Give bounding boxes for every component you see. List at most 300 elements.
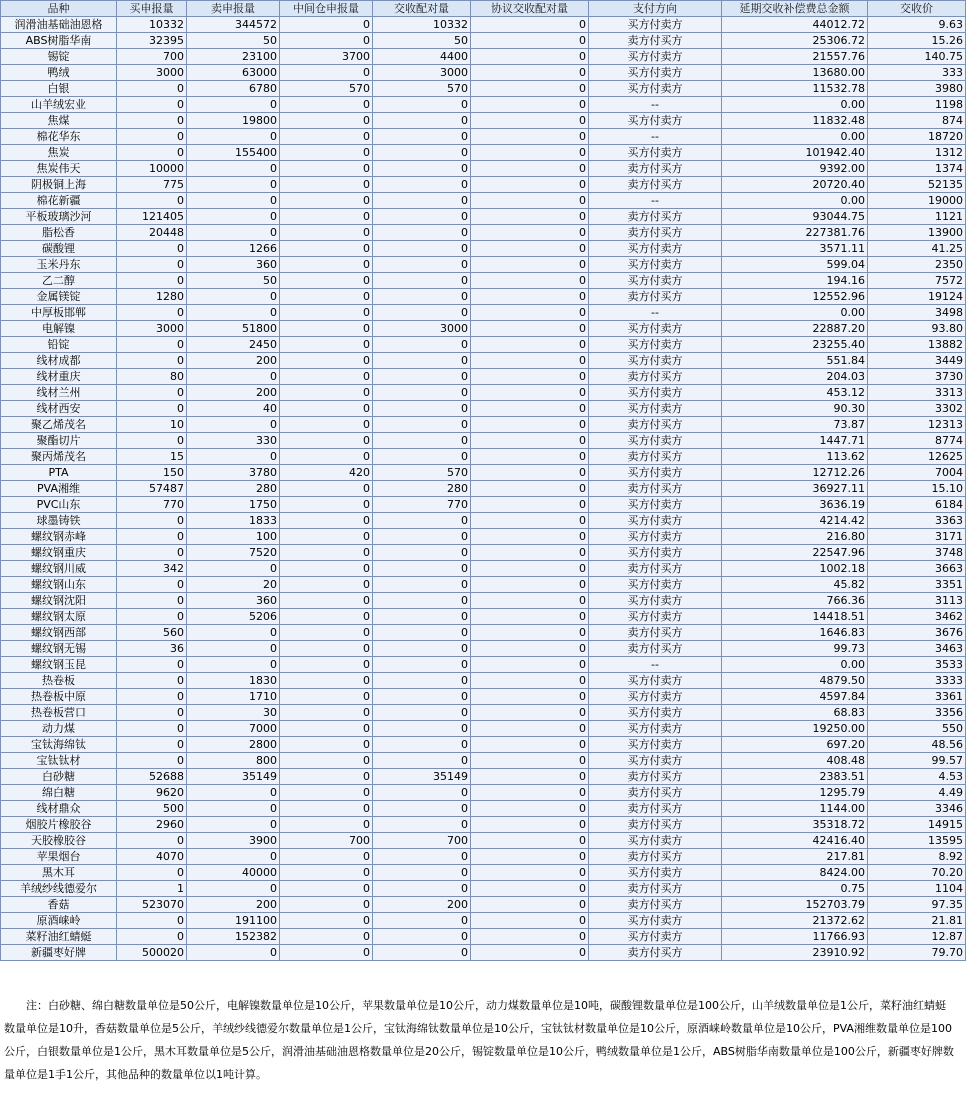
agreement-matched-cell: 0 (471, 737, 589, 753)
agreement-matched-cell: 0 (471, 657, 589, 673)
agreement-matched-cell: 0 (471, 289, 589, 305)
sell-declared-cell: 50 (187, 273, 280, 289)
intermediate-declared-cell: 0 (280, 529, 373, 545)
compensation-total-cell: 4597.84 (722, 689, 868, 705)
delivery-matched-cell: 0 (373, 945, 471, 961)
intermediate-declared-cell: 0 (280, 865, 373, 881)
compensation-total-cell: 93044.75 (722, 209, 868, 225)
table-row (1, 705, 966, 721)
intermediate-declared-cell: 0 (280, 545, 373, 561)
product-cell: 螺纹钢西部 (1, 625, 117, 641)
buy-declared-cell: 80 (117, 369, 187, 385)
delivery-price-cell: 6184 (868, 497, 966, 513)
buy-declared-cell: 0 (117, 385, 187, 401)
agreement-matched-cell: 0 (471, 577, 589, 593)
compensation-total-cell: 3636.19 (722, 497, 868, 513)
product-cell: 绵白糖 (1, 785, 117, 801)
agreement-matched-cell: 0 (471, 401, 589, 417)
buy-declared-cell: 1280 (117, 289, 187, 305)
compensation-total-cell: 9392.00 (722, 161, 868, 177)
table-row (1, 625, 966, 641)
agreement-matched-cell: 0 (471, 417, 589, 433)
col-header-agreement-matched: 协议交收配对量 (471, 1, 589, 17)
buy-declared-cell: 2960 (117, 817, 187, 833)
delivery-matched-cell: 0 (373, 113, 471, 129)
compensation-total-cell: 0.00 (722, 193, 868, 209)
buy-declared-cell: 0 (117, 433, 187, 449)
table-row (1, 929, 966, 945)
payment-direction-cell: 卖方付买方 (589, 481, 722, 497)
buy-declared-cell: 0 (117, 337, 187, 353)
delivery-matched-cell: 0 (373, 561, 471, 577)
product-cell: 香菇 (1, 897, 117, 913)
table-row (1, 65, 966, 81)
agreement-matched-cell: 0 (471, 337, 589, 353)
product-cell: 鸭绒 (1, 65, 117, 81)
compensation-total-cell: 35318.72 (722, 817, 868, 833)
sell-declared-cell: 155400 (187, 145, 280, 161)
agreement-matched-cell: 0 (471, 17, 589, 33)
table-row (1, 209, 966, 225)
intermediate-declared-cell: 0 (280, 417, 373, 433)
delivery-matched-cell: 0 (373, 609, 471, 625)
table-row (1, 193, 966, 209)
table-row (1, 417, 966, 433)
payment-direction-cell: 买方付卖方 (589, 49, 722, 65)
product-cell: 热卷板中原 (1, 689, 117, 705)
payment-direction-cell: 卖方付买方 (589, 289, 722, 305)
agreement-matched-cell: 0 (471, 689, 589, 705)
payment-direction-cell: 买方付卖方 (589, 321, 722, 337)
table-row (1, 289, 966, 305)
buy-declared-cell: 0 (117, 673, 187, 689)
agreement-matched-cell: 0 (471, 785, 589, 801)
product-cell: 原酒崃岭 (1, 913, 117, 929)
compensation-total-cell: 21557.76 (722, 49, 868, 65)
compensation-total-cell: 697.20 (722, 737, 868, 753)
product-cell: 热卷板营口 (1, 705, 117, 721)
delivery-price-cell: 48.56 (868, 737, 966, 753)
sell-declared-cell: 0 (187, 657, 280, 673)
compensation-total-cell: 22547.96 (722, 545, 868, 561)
buy-declared-cell: 57487 (117, 481, 187, 497)
payment-direction-cell: -- (589, 129, 722, 145)
col-header-delivery-price: 交收价 (868, 1, 966, 17)
payment-direction-cell: 买方付卖方 (589, 865, 722, 881)
delivery-price-cell: 140.75 (868, 49, 966, 65)
delivery-price-cell: 3302 (868, 401, 966, 417)
sell-declared-cell: 1833 (187, 513, 280, 529)
product-cell: 白砂糖 (1, 769, 117, 785)
table-row (1, 49, 966, 65)
compensation-total-cell: 101942.40 (722, 145, 868, 161)
delivery-price-cell: 3113 (868, 593, 966, 609)
agreement-matched-cell: 0 (471, 625, 589, 641)
sell-declared-cell: 200 (187, 385, 280, 401)
intermediate-declared-cell: 0 (280, 641, 373, 657)
compensation-total-cell: 20720.40 (722, 177, 868, 193)
buy-declared-cell: 36 (117, 641, 187, 657)
intermediate-declared-cell: 0 (280, 801, 373, 817)
table-row (1, 561, 966, 577)
delivery-price-cell: 3363 (868, 513, 966, 529)
compensation-total-cell: 11832.48 (722, 113, 868, 129)
compensation-total-cell: 23255.40 (722, 337, 868, 353)
payment-direction-cell: 买方付卖方 (589, 913, 722, 929)
buy-declared-cell: 0 (117, 401, 187, 417)
delivery-matched-cell: 50 (373, 33, 471, 49)
table-row (1, 849, 966, 865)
payment-direction-cell: 卖方付买方 (589, 897, 722, 913)
payment-direction-cell: 买方付卖方 (589, 593, 722, 609)
compensation-total-cell: 4214.42 (722, 513, 868, 529)
delivery-matched-cell: 0 (373, 785, 471, 801)
table-row (1, 17, 966, 33)
buy-declared-cell: 10 (117, 417, 187, 433)
intermediate-declared-cell: 0 (280, 497, 373, 513)
intermediate-declared-cell: 0 (280, 817, 373, 833)
product-cell: 菜籽油红蜻蜓 (1, 929, 117, 945)
delivery-matched-cell: 0 (373, 257, 471, 273)
table-row (1, 161, 966, 177)
intermediate-declared-cell: 0 (280, 289, 373, 305)
compensation-total-cell: 453.12 (722, 385, 868, 401)
intermediate-declared-cell: 0 (280, 241, 373, 257)
payment-direction-cell: 买方付卖方 (589, 721, 722, 737)
buy-declared-cell: 0 (117, 193, 187, 209)
sell-declared-cell: 0 (187, 177, 280, 193)
compensation-total-cell: 90.30 (722, 401, 868, 417)
intermediate-declared-cell: 0 (280, 401, 373, 417)
delivery-matched-cell: 0 (373, 97, 471, 113)
buy-declared-cell: 0 (117, 305, 187, 321)
buy-declared-cell: 0 (117, 545, 187, 561)
product-cell: 碳酸锂 (1, 241, 117, 257)
compensation-total-cell: 113.62 (722, 449, 868, 465)
table-row (1, 401, 966, 417)
sell-declared-cell: 800 (187, 753, 280, 769)
agreement-matched-cell: 0 (471, 33, 589, 49)
delivery-matched-cell: 0 (373, 305, 471, 321)
sell-declared-cell: 1266 (187, 241, 280, 257)
buy-declared-cell: 560 (117, 625, 187, 641)
delivery-matched-cell: 770 (373, 497, 471, 513)
delivery-price-cell: 4.49 (868, 785, 966, 801)
payment-direction-cell: 买方付卖方 (589, 257, 722, 273)
payment-direction-cell: 买方付卖方 (589, 497, 722, 513)
payment-direction-cell: 买方付卖方 (589, 113, 722, 129)
agreement-matched-cell: 0 (471, 481, 589, 497)
payment-direction-cell: 买方付卖方 (589, 529, 722, 545)
product-cell: 热卷板 (1, 673, 117, 689)
sell-declared-cell: 330 (187, 433, 280, 449)
product-cell: 螺纹钢川威 (1, 561, 117, 577)
product-cell: 铅锭 (1, 337, 117, 353)
product-cell: 白银 (1, 81, 117, 97)
table-row (1, 385, 966, 401)
compensation-total-cell: 599.04 (722, 257, 868, 273)
delivery-matched-cell: 0 (373, 385, 471, 401)
compensation-total-cell: 1447.71 (722, 433, 868, 449)
buy-declared-cell: 0 (117, 865, 187, 881)
sell-declared-cell: 3780 (187, 465, 280, 481)
table-row (1, 881, 966, 897)
product-cell: 宝钛海绵钛 (1, 737, 117, 753)
table-row (1, 577, 966, 593)
product-cell: 电解镍 (1, 321, 117, 337)
table-row (1, 801, 966, 817)
col-header-product: 品种 (1, 1, 117, 17)
delivery-price-cell: 13595 (868, 833, 966, 849)
delivery-price-cell: 41.25 (868, 241, 966, 257)
agreement-matched-cell: 0 (471, 321, 589, 337)
payment-direction-cell: 卖方付买方 (589, 225, 722, 241)
table-row (1, 689, 966, 705)
sell-declared-cell: 20 (187, 577, 280, 593)
intermediate-declared-cell: 0 (280, 705, 373, 721)
delivery-price-cell: 14915 (868, 817, 966, 833)
buy-declared-cell: 0 (117, 353, 187, 369)
buy-declared-cell: 3000 (117, 65, 187, 81)
buy-declared-cell: 1 (117, 881, 187, 897)
delivery-matched-cell: 35149 (373, 769, 471, 785)
buy-declared-cell: 0 (117, 609, 187, 625)
buy-declared-cell: 0 (117, 721, 187, 737)
agreement-matched-cell: 0 (471, 81, 589, 97)
sell-declared-cell: 30 (187, 705, 280, 721)
buy-declared-cell: 0 (117, 97, 187, 113)
buy-declared-cell: 500 (117, 801, 187, 817)
intermediate-declared-cell: 570 (280, 81, 373, 97)
table-row (1, 257, 966, 273)
payment-direction-cell: 买方付卖方 (589, 673, 722, 689)
intermediate-declared-cell: 0 (280, 561, 373, 577)
agreement-matched-cell: 0 (471, 433, 589, 449)
payment-direction-cell: 买方付卖方 (589, 753, 722, 769)
payment-direction-cell: 买方付卖方 (589, 353, 722, 369)
agreement-matched-cell: 0 (471, 833, 589, 849)
agreement-matched-cell: 0 (471, 145, 589, 161)
sell-declared-cell: 152382 (187, 929, 280, 945)
table-body (1, 17, 966, 961)
product-cell: PTA (1, 465, 117, 481)
delivery-price-cell: 13900 (868, 225, 966, 241)
sell-declared-cell: 7000 (187, 721, 280, 737)
delivery-matched-cell: 0 (373, 881, 471, 897)
product-cell: 中厚板邯郸 (1, 305, 117, 321)
sell-declared-cell: 6780 (187, 81, 280, 97)
payment-direction-cell: 买方付卖方 (589, 929, 722, 945)
delivery-price-cell: 9.63 (868, 17, 966, 33)
payment-direction-cell: 卖方付买方 (589, 769, 722, 785)
agreement-matched-cell: 0 (471, 449, 589, 465)
agreement-matched-cell: 0 (471, 801, 589, 817)
buy-declared-cell: 770 (117, 497, 187, 513)
sell-declared-cell: 0 (187, 417, 280, 433)
payment-direction-cell: 买方付卖方 (589, 609, 722, 625)
intermediate-declared-cell: 0 (280, 769, 373, 785)
delivery-matched-cell: 0 (373, 849, 471, 865)
intermediate-declared-cell: 0 (280, 337, 373, 353)
compensation-total-cell: 0.75 (722, 881, 868, 897)
compensation-total-cell: 216.80 (722, 529, 868, 545)
product-cell: 锡锭 (1, 49, 117, 65)
delivery-price-cell: 12.87 (868, 929, 966, 945)
payment-direction-cell: 卖方付买方 (589, 881, 722, 897)
delivery-price-cell: 3346 (868, 801, 966, 817)
table-row (1, 609, 966, 625)
delivery-price-cell: 1104 (868, 881, 966, 897)
table-row (1, 913, 966, 929)
table-row (1, 369, 966, 385)
product-cell: 线材成都 (1, 353, 117, 369)
table-row (1, 657, 966, 673)
buy-declared-cell: 4070 (117, 849, 187, 865)
agreement-matched-cell: 0 (471, 769, 589, 785)
sell-declared-cell: 0 (187, 561, 280, 577)
agreement-matched-cell: 0 (471, 257, 589, 273)
col-header-delivery-matched: 交收配对量 (373, 1, 471, 17)
payment-direction-cell: 买方付卖方 (589, 465, 722, 481)
delivery-price-cell: 15.10 (868, 481, 966, 497)
payment-direction-cell: -- (589, 657, 722, 673)
intermediate-declared-cell: 0 (280, 33, 373, 49)
sell-declared-cell: 1750 (187, 497, 280, 513)
delivery-price-cell: 3980 (868, 81, 966, 97)
payment-direction-cell: 卖方付买方 (589, 449, 722, 465)
payment-direction-cell: 买方付卖方 (589, 577, 722, 593)
product-cell: 烟胶片橡胶谷 (1, 817, 117, 833)
delivery-price-cell: 3748 (868, 545, 966, 561)
compensation-total-cell: 2383.51 (722, 769, 868, 785)
product-cell: 棉花新疆 (1, 193, 117, 209)
delivery-price-cell: 3356 (868, 705, 966, 721)
buy-declared-cell: 0 (117, 513, 187, 529)
product-cell: 螺纹钢太原 (1, 609, 117, 625)
agreement-matched-cell: 0 (471, 129, 589, 145)
sell-declared-cell: 0 (187, 817, 280, 833)
product-cell: 脂松香 (1, 225, 117, 241)
payment-direction-cell: 买方付卖方 (589, 705, 722, 721)
delivery-matched-cell: 0 (373, 209, 471, 225)
agreement-matched-cell: 0 (471, 193, 589, 209)
delivery-price-cell: 3730 (868, 369, 966, 385)
product-cell: PVA湘维 (1, 481, 117, 497)
sell-declared-cell: 0 (187, 881, 280, 897)
sell-declared-cell: 360 (187, 257, 280, 273)
compensation-total-cell: 408.48 (722, 753, 868, 769)
delivery-price-cell: 1121 (868, 209, 966, 225)
table-row (1, 305, 966, 321)
product-cell: 线材西安 (1, 401, 117, 417)
sell-declared-cell: 2450 (187, 337, 280, 353)
delivery-matched-cell: 0 (373, 337, 471, 353)
delivery-price-cell: 3449 (868, 353, 966, 369)
intermediate-declared-cell: 0 (280, 161, 373, 177)
product-cell: 山羊绒宏业 (1, 97, 117, 113)
delivery-matched-cell: 0 (373, 177, 471, 193)
table-row (1, 481, 966, 497)
delivery-price-cell: 97.35 (868, 897, 966, 913)
sell-declared-cell: 0 (187, 849, 280, 865)
product-cell: 焦炭伟天 (1, 161, 117, 177)
delivery-price-cell: 3498 (868, 305, 966, 321)
delivery-price-cell: 4.53 (868, 769, 966, 785)
product-cell: 球墨铸铁 (1, 513, 117, 529)
product-cell: 棉花华东 (1, 129, 117, 145)
delivery-price-cell: 19000 (868, 193, 966, 209)
buy-declared-cell: 15 (117, 449, 187, 465)
delivery-matched-cell: 700 (373, 833, 471, 849)
sell-declared-cell: 0 (187, 449, 280, 465)
sell-declared-cell: 280 (187, 481, 280, 497)
agreement-matched-cell: 0 (471, 225, 589, 241)
sell-declared-cell: 0 (187, 945, 280, 961)
buy-declared-cell: 0 (117, 241, 187, 257)
product-cell: 线材兰州 (1, 385, 117, 401)
delivery-matched-cell: 200 (373, 897, 471, 913)
col-header-payment-direction: 支付方向 (589, 1, 722, 17)
buy-declared-cell: 0 (117, 81, 187, 97)
compensation-total-cell: 204.03 (722, 369, 868, 385)
sell-declared-cell: 360 (187, 593, 280, 609)
delivery-matched-cell: 0 (373, 753, 471, 769)
intermediate-declared-cell: 0 (280, 721, 373, 737)
compensation-total-cell: 23910.92 (722, 945, 868, 961)
intermediate-declared-cell: 0 (280, 657, 373, 673)
sell-declared-cell: 0 (187, 801, 280, 817)
product-cell: ABS树脂华南 (1, 33, 117, 49)
agreement-matched-cell: 0 (471, 705, 589, 721)
buy-declared-cell: 700 (117, 49, 187, 65)
agreement-matched-cell: 0 (471, 209, 589, 225)
buy-declared-cell: 0 (117, 529, 187, 545)
compensation-total-cell: 1646.83 (722, 625, 868, 641)
payment-direction-cell: -- (589, 305, 722, 321)
buy-declared-cell: 0 (117, 577, 187, 593)
agreement-matched-cell: 0 (471, 97, 589, 113)
delivery-price-cell: 3463 (868, 641, 966, 657)
sell-declared-cell: 63000 (187, 65, 280, 81)
sell-declared-cell: 3900 (187, 833, 280, 849)
delivery-matched-cell: 0 (373, 225, 471, 241)
table-row (1, 817, 966, 833)
agreement-matched-cell: 0 (471, 369, 589, 385)
delivery-price-cell: 93.80 (868, 321, 966, 337)
table-row (1, 225, 966, 241)
buy-declared-cell: 500020 (117, 945, 187, 961)
product-cell: 聚酯切片 (1, 433, 117, 449)
table-row (1, 785, 966, 801)
intermediate-declared-cell: 0 (280, 849, 373, 865)
payment-direction-cell: -- (589, 193, 722, 209)
intermediate-declared-cell: 0 (280, 385, 373, 401)
compensation-total-cell: 0.00 (722, 129, 868, 145)
delivery-matched-cell: 570 (373, 465, 471, 481)
intermediate-declared-cell: 0 (280, 913, 373, 929)
payment-direction-cell: 卖方付买方 (589, 33, 722, 49)
buy-declared-cell: 0 (117, 753, 187, 769)
delivery-price-cell: 333 (868, 65, 966, 81)
compensation-total-cell: 14418.51 (722, 609, 868, 625)
sell-declared-cell: 0 (187, 625, 280, 641)
delivery-price-cell: 874 (868, 113, 966, 129)
agreement-matched-cell: 0 (471, 721, 589, 737)
table-row (1, 129, 966, 145)
delivery-price-cell: 3333 (868, 673, 966, 689)
agreement-matched-cell: 0 (471, 65, 589, 81)
table-row (1, 241, 966, 257)
